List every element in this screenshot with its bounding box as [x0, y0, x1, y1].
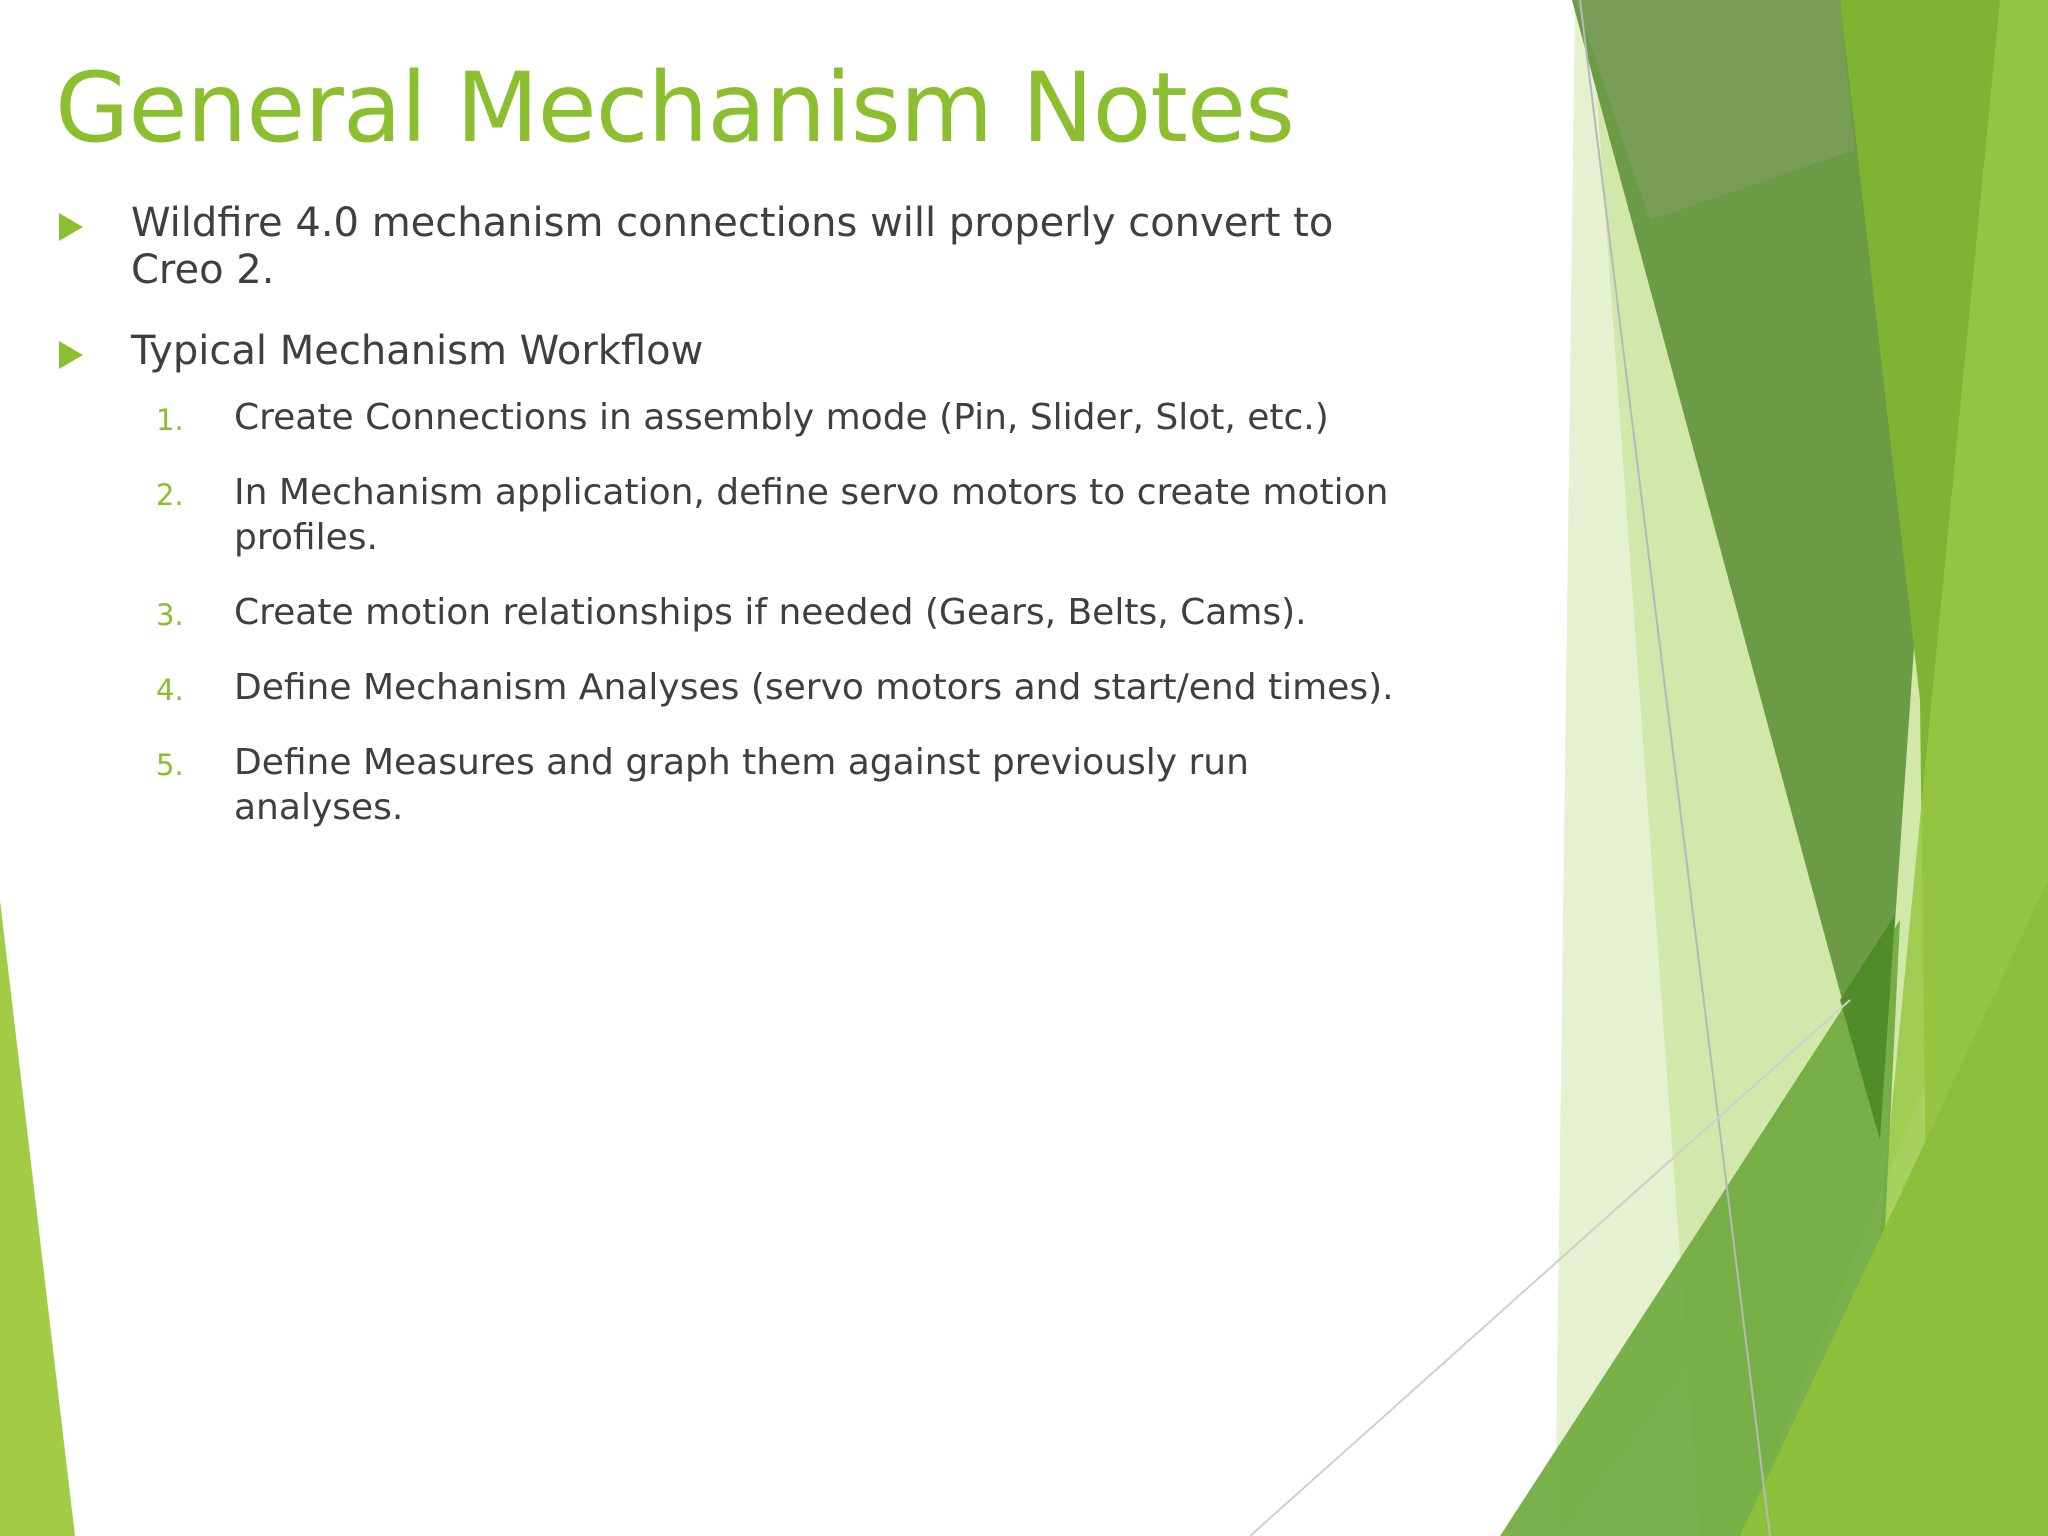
step-text: Define Measures and graph them against previously run analyses.: [234, 742, 1249, 828]
workflow-step-3: [131, 590, 1455, 635]
step-number: 4.: [156, 673, 184, 707]
step-number: 3.: [156, 598, 184, 632]
bullet-list: [55, 200, 1455, 864]
step-text: In Mechanism application, define servo motors to create motion profiles.: [234, 472, 1389, 558]
step-text: Create Connections in assembly mode (Pin, Slider, Slot, etc.): [234, 397, 1329, 438]
step-number: 2.: [156, 478, 184, 512]
triangle-bullet-icon: [59, 213, 83, 241]
step-number: 5.: [156, 748, 184, 782]
bullet-item-2: [55, 328, 1455, 830]
workflow-step-1: [131, 395, 1455, 440]
workflow-step-5: [131, 740, 1455, 830]
step-text: Create motion relationships if needed (Gears, Belts, Cams).: [234, 592, 1307, 633]
step-number: 1.: [156, 403, 184, 437]
slide-title: General Mechanism Notes: [55, 52, 1295, 164]
step-text: Define Mechanism Analyses (servo motors and start/end times).: [234, 667, 1394, 708]
bullet-text: Wildfire 4.0 mechanism connections will properly convert to Creo 2.: [131, 200, 1334, 293]
workflow-steps-list: [131, 395, 1455, 830]
workflow-step-2: [131, 470, 1455, 560]
bullet-item-1: [55, 200, 1455, 294]
triangle-bullet-icon: [59, 341, 83, 369]
workflow-step-4: [131, 665, 1455, 710]
bullet-text: Typical Mechanism Workflow: [131, 328, 704, 374]
